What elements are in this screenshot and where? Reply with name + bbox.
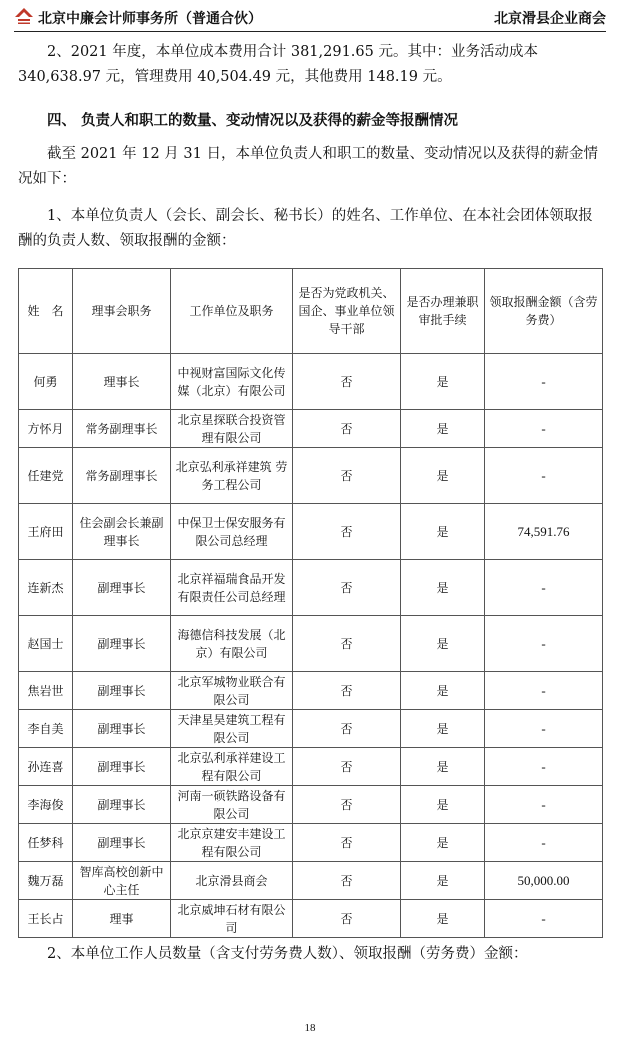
cell-name: 何勇 — [19, 354, 73, 410]
cell-amount: - — [485, 672, 603, 710]
cell-approval: 是 — [401, 748, 485, 786]
table-row — [19, 616, 603, 672]
cell-org: 河南一硕铁路设备有限公司 — [171, 786, 293, 824]
cell-amount: 50,000.00 — [485, 862, 603, 900]
cell-official: 否 — [293, 862, 401, 900]
cell-amount: 74,591.76 — [485, 504, 603, 560]
leaders-table — [18, 268, 603, 938]
cell-amount: - — [485, 824, 603, 862]
cell-role: 副理事长 — [73, 824, 171, 862]
cell-amount: - — [485, 410, 603, 448]
cell-role: 副理事长 — [73, 710, 171, 748]
cell-org: 北京弘利承祥建设工程有限公司 — [171, 748, 293, 786]
cell-role: 理事 — [73, 900, 171, 938]
cell-amount: - — [485, 448, 603, 504]
cell-org: 中保卫士保安服务有限公司总经理 — [171, 504, 293, 560]
cell-amount: - — [485, 560, 603, 616]
cell-official: 否 — [293, 824, 401, 862]
header-org: 工作单位及职务 — [171, 269, 293, 354]
cell-official: 否 — [293, 672, 401, 710]
cell-official: 否 — [293, 900, 401, 938]
page-header — [14, 4, 606, 30]
cell-role: 副理事长 — [73, 786, 171, 824]
cell-name: 魏万磊 — [19, 862, 73, 900]
cell-name: 焦岩世 — [19, 672, 73, 710]
cell-role: 理事长 — [73, 354, 171, 410]
cell-org: 中视财富国际文化传媒（北京）有限公司 — [171, 354, 293, 410]
cell-name: 赵国士 — [19, 616, 73, 672]
cell-approval: 是 — [401, 448, 485, 504]
cell-approval: 是 — [401, 504, 485, 560]
paragraph-leaders: 1、本单位负责人（会长、副会长、秘书长）的姓名、工作单位、在本社会团体领取报酬的负责人数、领取报酬的金额： — [18, 208, 593, 249]
cell-org: 北京星探联合投资管理有限公司 — [171, 410, 293, 448]
paragraph-staff: 2、本单位工作人员数量（含支付劳务费人数）、领取报酬（劳务费）金额： — [47, 946, 528, 962]
cell-org: 海德信科技发展（北京）有限公司 — [171, 616, 293, 672]
cell-role: 副理事长 — [73, 616, 171, 672]
header-name: 姓 名 — [19, 269, 73, 354]
cell-official: 否 — [293, 710, 401, 748]
table-row — [19, 710, 603, 748]
cell-approval: 是 — [401, 900, 485, 938]
cell-name: 孙连喜 — [19, 748, 73, 786]
table-row — [19, 900, 603, 938]
cell-approval: 是 — [401, 410, 485, 448]
header-amount: 领取报酬金额（含劳务费） — [485, 269, 603, 354]
cell-role: 常务副理事长 — [73, 410, 171, 448]
table-header-row — [19, 269, 603, 354]
cell-name: 王府田 — [19, 504, 73, 560]
cell-official: 否 — [293, 448, 401, 504]
cell-org: 北京滑县商会 — [171, 862, 293, 900]
cell-approval: 是 — [401, 786, 485, 824]
header-divider — [14, 31, 606, 32]
table-body — [19, 354, 603, 938]
table-row — [19, 504, 603, 560]
cell-name: 李自美 — [19, 710, 73, 748]
section-heading: 四、 负责人和职工的数量、变动情况以及获得的薪金等报酬情况 — [47, 112, 459, 129]
cell-approval: 是 — [401, 824, 485, 862]
cell-role: 住会副会长兼副理事长 — [73, 504, 171, 560]
cell-amount: - — [485, 748, 603, 786]
table-row — [19, 748, 603, 786]
table-row — [19, 672, 603, 710]
cell-org: 北京威坤石材有限公司 — [171, 900, 293, 938]
table-row — [19, 354, 603, 410]
cell-org: 天津星昊建筑工程有限公司 — [171, 710, 293, 748]
cell-name: 李海俊 — [19, 786, 73, 824]
cell-org: 北京祥福瑞食品开发有限责任公司总经理 — [171, 560, 293, 616]
table-row — [19, 824, 603, 862]
cell-org: 北京弘利承祥建筑 劳务工程公司 — [171, 448, 293, 504]
chamber-name: 北京滑县企业商会 — [494, 11, 606, 27]
cell-approval: 是 — [401, 862, 485, 900]
cell-org: 北京军城物业联合有限公司 — [171, 672, 293, 710]
cell-amount: - — [485, 710, 603, 748]
cell-role: 副理事长 — [73, 672, 171, 710]
table-row — [19, 410, 603, 448]
cell-role: 智库高校创新中心主任 — [73, 862, 171, 900]
cell-role: 副理事长 — [73, 560, 171, 616]
table-row — [19, 560, 603, 616]
paragraph-cost: 2、2021 年度，本单位成本费用合计 381,291.65 元。其中：业务活动成本 340,638.97 元，管理费用 40,504.49 元，其他费用 148.19 元。 — [18, 44, 538, 85]
header-role: 理事会职务 — [73, 269, 171, 354]
cell-approval: 是 — [401, 616, 485, 672]
cell-approval: 是 — [401, 672, 485, 710]
cell-name: 任梦科 — [19, 824, 73, 862]
cell-official: 否 — [293, 748, 401, 786]
cell-name: 方怀月 — [19, 410, 73, 448]
cell-approval: 是 — [401, 560, 485, 616]
cell-official: 否 — [293, 410, 401, 448]
firm-name: 北京中廉会计师事务所（普通合伙） — [38, 11, 262, 27]
cell-official: 否 — [293, 786, 401, 824]
table-row — [19, 448, 603, 504]
firm-logo-icon — [14, 7, 34, 25]
cell-role: 副理事长 — [73, 748, 171, 786]
page-number: 18 — [304, 1022, 316, 1034]
cell-org: 北京京建安丰建设工程有限公司 — [171, 824, 293, 862]
cell-official: 否 — [293, 616, 401, 672]
cell-approval: 是 — [401, 354, 485, 410]
cell-name: 王长占 — [19, 900, 73, 938]
cell-amount: - — [485, 616, 603, 672]
paragraph-intro: 截至 2021 年 12 月 31 日，本单位负责人和职工的数量、变动情况以及获得的薪金情况如下： — [18, 146, 598, 187]
cell-official: 否 — [293, 504, 401, 560]
cell-amount: - — [485, 900, 603, 938]
cell-name: 任建党 — [19, 448, 73, 504]
header-official: 是否为党政机关、国企、事业单位领导干部 — [293, 269, 401, 354]
table-row — [19, 862, 603, 900]
cell-name: 连新杰 — [19, 560, 73, 616]
cell-amount: - — [485, 786, 603, 824]
cell-amount: - — [485, 354, 603, 410]
cell-role: 常务副理事长 — [73, 448, 171, 504]
cell-approval: 是 — [401, 710, 485, 748]
cell-official: 否 — [293, 354, 401, 410]
cell-official: 否 — [293, 560, 401, 616]
header-approval: 是否办理兼职审批手续 — [401, 269, 485, 354]
table-row — [19, 786, 603, 824]
